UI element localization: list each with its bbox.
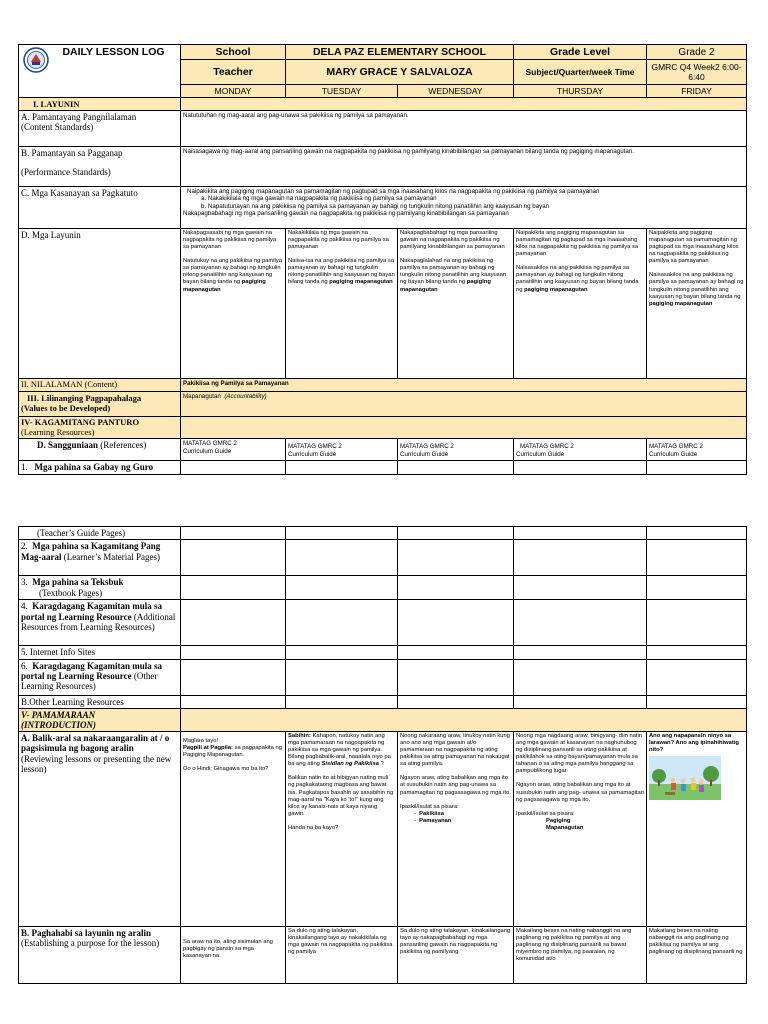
performance-standards-text: Naisasagawa ng mag-aaral ang pansariling gawain na nagpapakita ng pakikiisa ng pamilyang kinabibilangan sa pamayanan bilang tanda ng pagiging mapanagutan. [181, 147, 747, 187]
review-friday: Ano ang napapansin ninyo sa larawan? Ano ang ipinahihiwatig nito? [647, 732, 747, 927]
tg-pages-sub: (Teacher’s Guide Pages) [19, 527, 181, 540]
cell [647, 646, 747, 659]
additional-resources-label: 4. Karagdagang Kagamitan mula sa portal ng Learning Resource (Additional Resources from Learning Resources) [19, 600, 181, 646]
purpose-label: B. Paghahabi sa layunin ng aralin (Establishing a purpose for the lesson) [19, 927, 181, 984]
layunin-title: I. LAYUNIN [19, 98, 181, 111]
procedure-label: V- PAMAMARAAN (INTRODUCTION) [19, 709, 181, 732]
cell [286, 527, 398, 540]
references-label: D. Sangguniaan (References) [19, 439, 181, 461]
values-label: III. Lilinanging Pagpapahalaga (Values to be Developed) [19, 391, 181, 416]
cell [647, 540, 747, 576]
page-title: DAILY LESSON LOG [62, 46, 165, 58]
internet-sites-label: 5. Internet Info Sites [19, 646, 181, 659]
lesson-log-table-2 [18, 526, 747, 984]
title-cell [19, 45, 181, 98]
lesson-log-page-2 [18, 526, 746, 984]
cell [647, 527, 747, 540]
objectives-wednesday: Nakapagbabahagi ng mga pansariling gawain na nagpapakita ng pakikiisa ng pamilyang kinabibilangan sa pamayanan Nakapaglalahad na ang pakikiisa ng pamilya sa pamayanan ay bahagi ng tungkulin nitong panatilihin ang kaayusan ng bayan bilang tanda ng pagiging mapanagutan [398, 229, 514, 379]
learning-resources-label: IV- KAGAMITANG PANTURO (Learning Resources) [19, 416, 181, 439]
other-lr-portal-label: 6. Karagdagang Kagamitan mula sa portal ng Learning Resource (Other Learning Resources) [19, 659, 181, 695]
teacher-label: Teacher [181, 60, 286, 85]
cell [398, 576, 514, 600]
grade-label: Grade Level [514, 45, 647, 60]
lm-pages-label: 2. Mga pahina sa Kagamitang Pang Mag-aaral (Learner’s Material Pages) [19, 540, 181, 576]
tg-pages-tuesday [286, 461, 398, 474]
cell [181, 527, 286, 540]
cell [647, 576, 747, 600]
purpose-friday: Makailang beses na nating nabanggit na ang paglinang ng pakikiisa ng pamilya at ang paglinang ng disiplinang pansarili ng [647, 927, 747, 984]
review-lesson-label: A. Balik-aral sa nakaraangaralin at / o pagsisimula ng bagong aralin (Reviewing lessons or presenting the new lesson) [19, 732, 181, 927]
tg-pages-monday [181, 461, 286, 474]
tg-pages-label: 1. Mga pahina sa Gabay ng Guro [19, 461, 181, 474]
cell [286, 540, 398, 576]
cell [181, 646, 286, 659]
deped-seal-icon [23, 47, 49, 73]
purpose-tuesday: Sa dulo ng ating talakayan, kinakailangang tayo ay nakakikilala ng mga gawain na nagpapakita ng pakikiisa ng pamilya [286, 927, 398, 984]
cell [398, 540, 514, 576]
cell [514, 646, 647, 659]
cell [286, 659, 398, 695]
subject-value: GMRC Q4 Week2 6:00-6:40 [647, 60, 747, 85]
cell [181, 576, 286, 600]
objectives-thursday: Naipakikita ang pagiging mapanagutan sa pamamagitan ng pagtupad sa mga inaasahang kilos na nagpapakita ng pakikiisa ng pamilya sa pamayanan Naisasakilos na ang pakikiisa ng pamilya sa pamayanan ay bahagi ng tungkulin nitong panatilihin ang kaayusan ng bayan bilang tanda ng pagiging mapanagutan [514, 229, 647, 379]
day-thursday: THURSDAY [514, 85, 647, 98]
procedure-blank [181, 709, 747, 732]
cell [514, 600, 647, 646]
review-monday: Maglaro tayo! Pagpili at Pagpila: sa pagpapakita ng Pagiging Mapanagutan. Oo o Hindi: Ginagawa mo ba ito? [181, 732, 286, 927]
cell [514, 695, 647, 708]
content-label: II. NILALAMAN (Content) [19, 379, 181, 392]
cell [647, 600, 747, 646]
day-tuesday: TUESDAY [286, 85, 398, 98]
performance-standards-label: B. Pamantayan sa Pagganap (Performance Standards) [19, 147, 181, 187]
references-monday: MATATAG GMRC 2 Curriculum Guide [181, 439, 286, 461]
cell [398, 659, 514, 695]
tg-pages-friday [647, 461, 747, 474]
objectives-label: D. Mga Layunin [19, 229, 181, 379]
teacher-value: MARY GRACE Y SALVALOZA [286, 60, 514, 85]
school-label: School [181, 45, 286, 60]
references-wednesday: MATATAG GMRC 2 Curriculum Guide [398, 439, 514, 461]
cell [181, 695, 286, 708]
review-wednesday: Noong nakaraang araw, tinukoy natin kung ano ano ang mga gawain at/o pamamaraan na nagpapakita ng ating pakikiisa sa ating pamayanan na nakaugat sa ating pamilya. Ngayon araw, ating babalikan ang mga ito at susubukin natin ang pag-unawa sa pamamagitan ng pagsasagawa ng mga ito. Ipaskil/Isulat sa pisara: - Pakikiisa - Pamayanan [398, 732, 514, 927]
layunin-title-blank [181, 98, 747, 111]
lesson-log-page-1 [18, 44, 746, 475]
lesson-log-table-1 [18, 44, 747, 475]
school-value: DELA PAZ ELEMENTARY SCHOOL [286, 45, 514, 60]
grade-value: Grade 2 [647, 45, 747, 60]
purpose-thursday: Makailang beses na nating nabanggit na ang paglinang ng pakikiisa ng pamilya at ang paglinang ng disiplinang pansarili sa bawat miyembro ng pamilya, ng paaralan, ng komunidad at/o [514, 927, 647, 984]
review-tuesday: Sabihin: Kahapon, natukoy natin ang mga pamamaraan na nagpapakita ng pakikiisa sa mga gawain ng pamilya. Bilang pagbabalik-aral, naaalala niyo pa ba ang ating Sisidlan ng Pakikiisa ? Balikan natin ito at bibigyan nating muli ng pagkakataong magbasa ang bawat isa. Pagkatapos basahin ay sasabihin ng mag-aaral na "Kaya ko 'to!" kung ang kilos ay kanais-nais at kaya niyang gawin. Handa na ba kayo? [286, 732, 398, 927]
cell [514, 527, 647, 540]
cell [398, 527, 514, 540]
cell [398, 646, 514, 659]
content-standards-text: Natututuhan ng mag-aaral ang pag-unawa sa pakikiisa ng pamilya sa pamayanan. [181, 111, 747, 147]
cell [647, 695, 747, 708]
cell [286, 646, 398, 659]
day-wednesday: WEDNESDAY [398, 85, 514, 98]
textbook-pages-label: 3. Mga pahina sa Teksbuk (Textbook Pages) [19, 576, 181, 600]
cell [181, 659, 286, 695]
purpose-wednesday: Sa dulo ng ating talakayan, kinakailangang tayo ay nakapagbabahagi ng mga pansariling gawain na nagpapakita ng pakikiisa ng pamilyang [398, 927, 514, 984]
learning-competencies-label: C. Mga Kasanayan sa Pagkatuto [19, 187, 181, 229]
references-thursday: MATATAG GMRC 2 Curriculum Guide [514, 439, 647, 461]
cell [181, 540, 286, 576]
cell [286, 576, 398, 600]
purpose-monday: Sa araw na ito, ating sisimulan ang pagbigay ng pansin sa mga kasanayan na. [181, 927, 286, 984]
content-value: Pakikiisa ng Pamilya sa Pamayanan [181, 379, 747, 392]
tg-pages-wednesday [398, 461, 514, 474]
other-resources-label: B.Other Learning Resources [19, 695, 181, 708]
learning-resources-blank [181, 416, 747, 439]
cell [398, 695, 514, 708]
day-monday: MONDAY [181, 85, 286, 98]
tg-pages-thursday [514, 461, 647, 474]
review-thursday: Noong mga nagdaang araw, binigyang- diin natin ang mga gawain at kasanayan na naghuhubog ng disiplinang pansarili sa ating pakikiisa at pakikilahok sa ating bayan/pamayanan mula sa tahanan o sa ating mga pamilya hanggang sa pampublikong lugar. Ngayon araw, ating babalikan ang mga ito at susubukin natin ang pag- unawa sa pamamagitan ng pagsasagawa ng mga ito. Ipaskil/Isulat sa pisara: Pagiging Mapanagutan [514, 732, 647, 927]
content-standards-label: A. Pamantayang Pangnilalaman (Content Standards) [19, 111, 181, 147]
references-tuesday: MATATAG GMRC 2 Curriculum Guide [286, 439, 398, 461]
cell [647, 659, 747, 695]
cell [286, 695, 398, 708]
cell [181, 600, 286, 646]
learning-competencies-text: Naipakikita ang pagiging mapanagutan sa pamamagitan ng pagtupad sa mga inaasahang kilos na nagpapakita ng pakikiisa ng pamilya sa pamayanan a. Nakakikilala ng mga gawain na nagpapakita ng pakikiisa ng pamilya sa pamayanan b. Napatutunayan na ang pakikiisa ng pamilya sa pamayanan ay bahagi ng tungkulin nitong panatilihin ang kaayusan ng bayan Nakapagbabahagi ng mga pansariling gawain na nagpapakita ng pakikiisa ng pamilyang kinabibilangan sa pamayanan [181, 187, 747, 229]
objectives-friday: Naipakikita ang pagiging mapanagutan sa pamamagitan ng pagtupad sa mga inaasahang kilos na nagpapakita ng pakikiisa ng pamilya sa pamayanan Naisasakilos na ang pakikiisa ng pamilya sa pamayanan ay bahagi ng tungkulin nitong panatilihin ang kaayusan ng bayan bilang tanda ng pagiging mapanagutan [647, 229, 747, 379]
values-value: Mapanagutan (Accountability) [181, 391, 747, 416]
cell [398, 600, 514, 646]
objectives-monday: Nakapagsasabi ng mga gawain na nagpapakita ng pakikiisa ng pamilya sa pamayanan Natutukoy na ang pakikiisa ng pamilya sa pamayanan ay bahagi ng tungkulin nitong panatilihin ang kaayusan ng bayan bilang tanda ng pagiging mapanagutan [181, 229, 286, 379]
subject-label: Subject/Quarter/week Time [514, 60, 647, 85]
cell [286, 600, 398, 646]
children-playground-image [649, 756, 721, 800]
day-friday: FRIDAY [647, 85, 747, 98]
cell [514, 576, 647, 600]
objectives-tuesday: Nakakikilala ng mga gawain na nagpapakita ng pakikiisa ng pamilya sa pamayanan Naiisa-isa na ang pakikiisa ng pamilya sa pamayanan ay bahagi ng tungkulin nitong panatilihin ang kaayusan ng bayan bilang tanda ng pagiging mapanagutan [286, 229, 398, 379]
references-friday: MATATAG GMRC 2 Curriculum Guide [647, 439, 747, 461]
cell [514, 540, 647, 576]
cell [514, 659, 647, 695]
